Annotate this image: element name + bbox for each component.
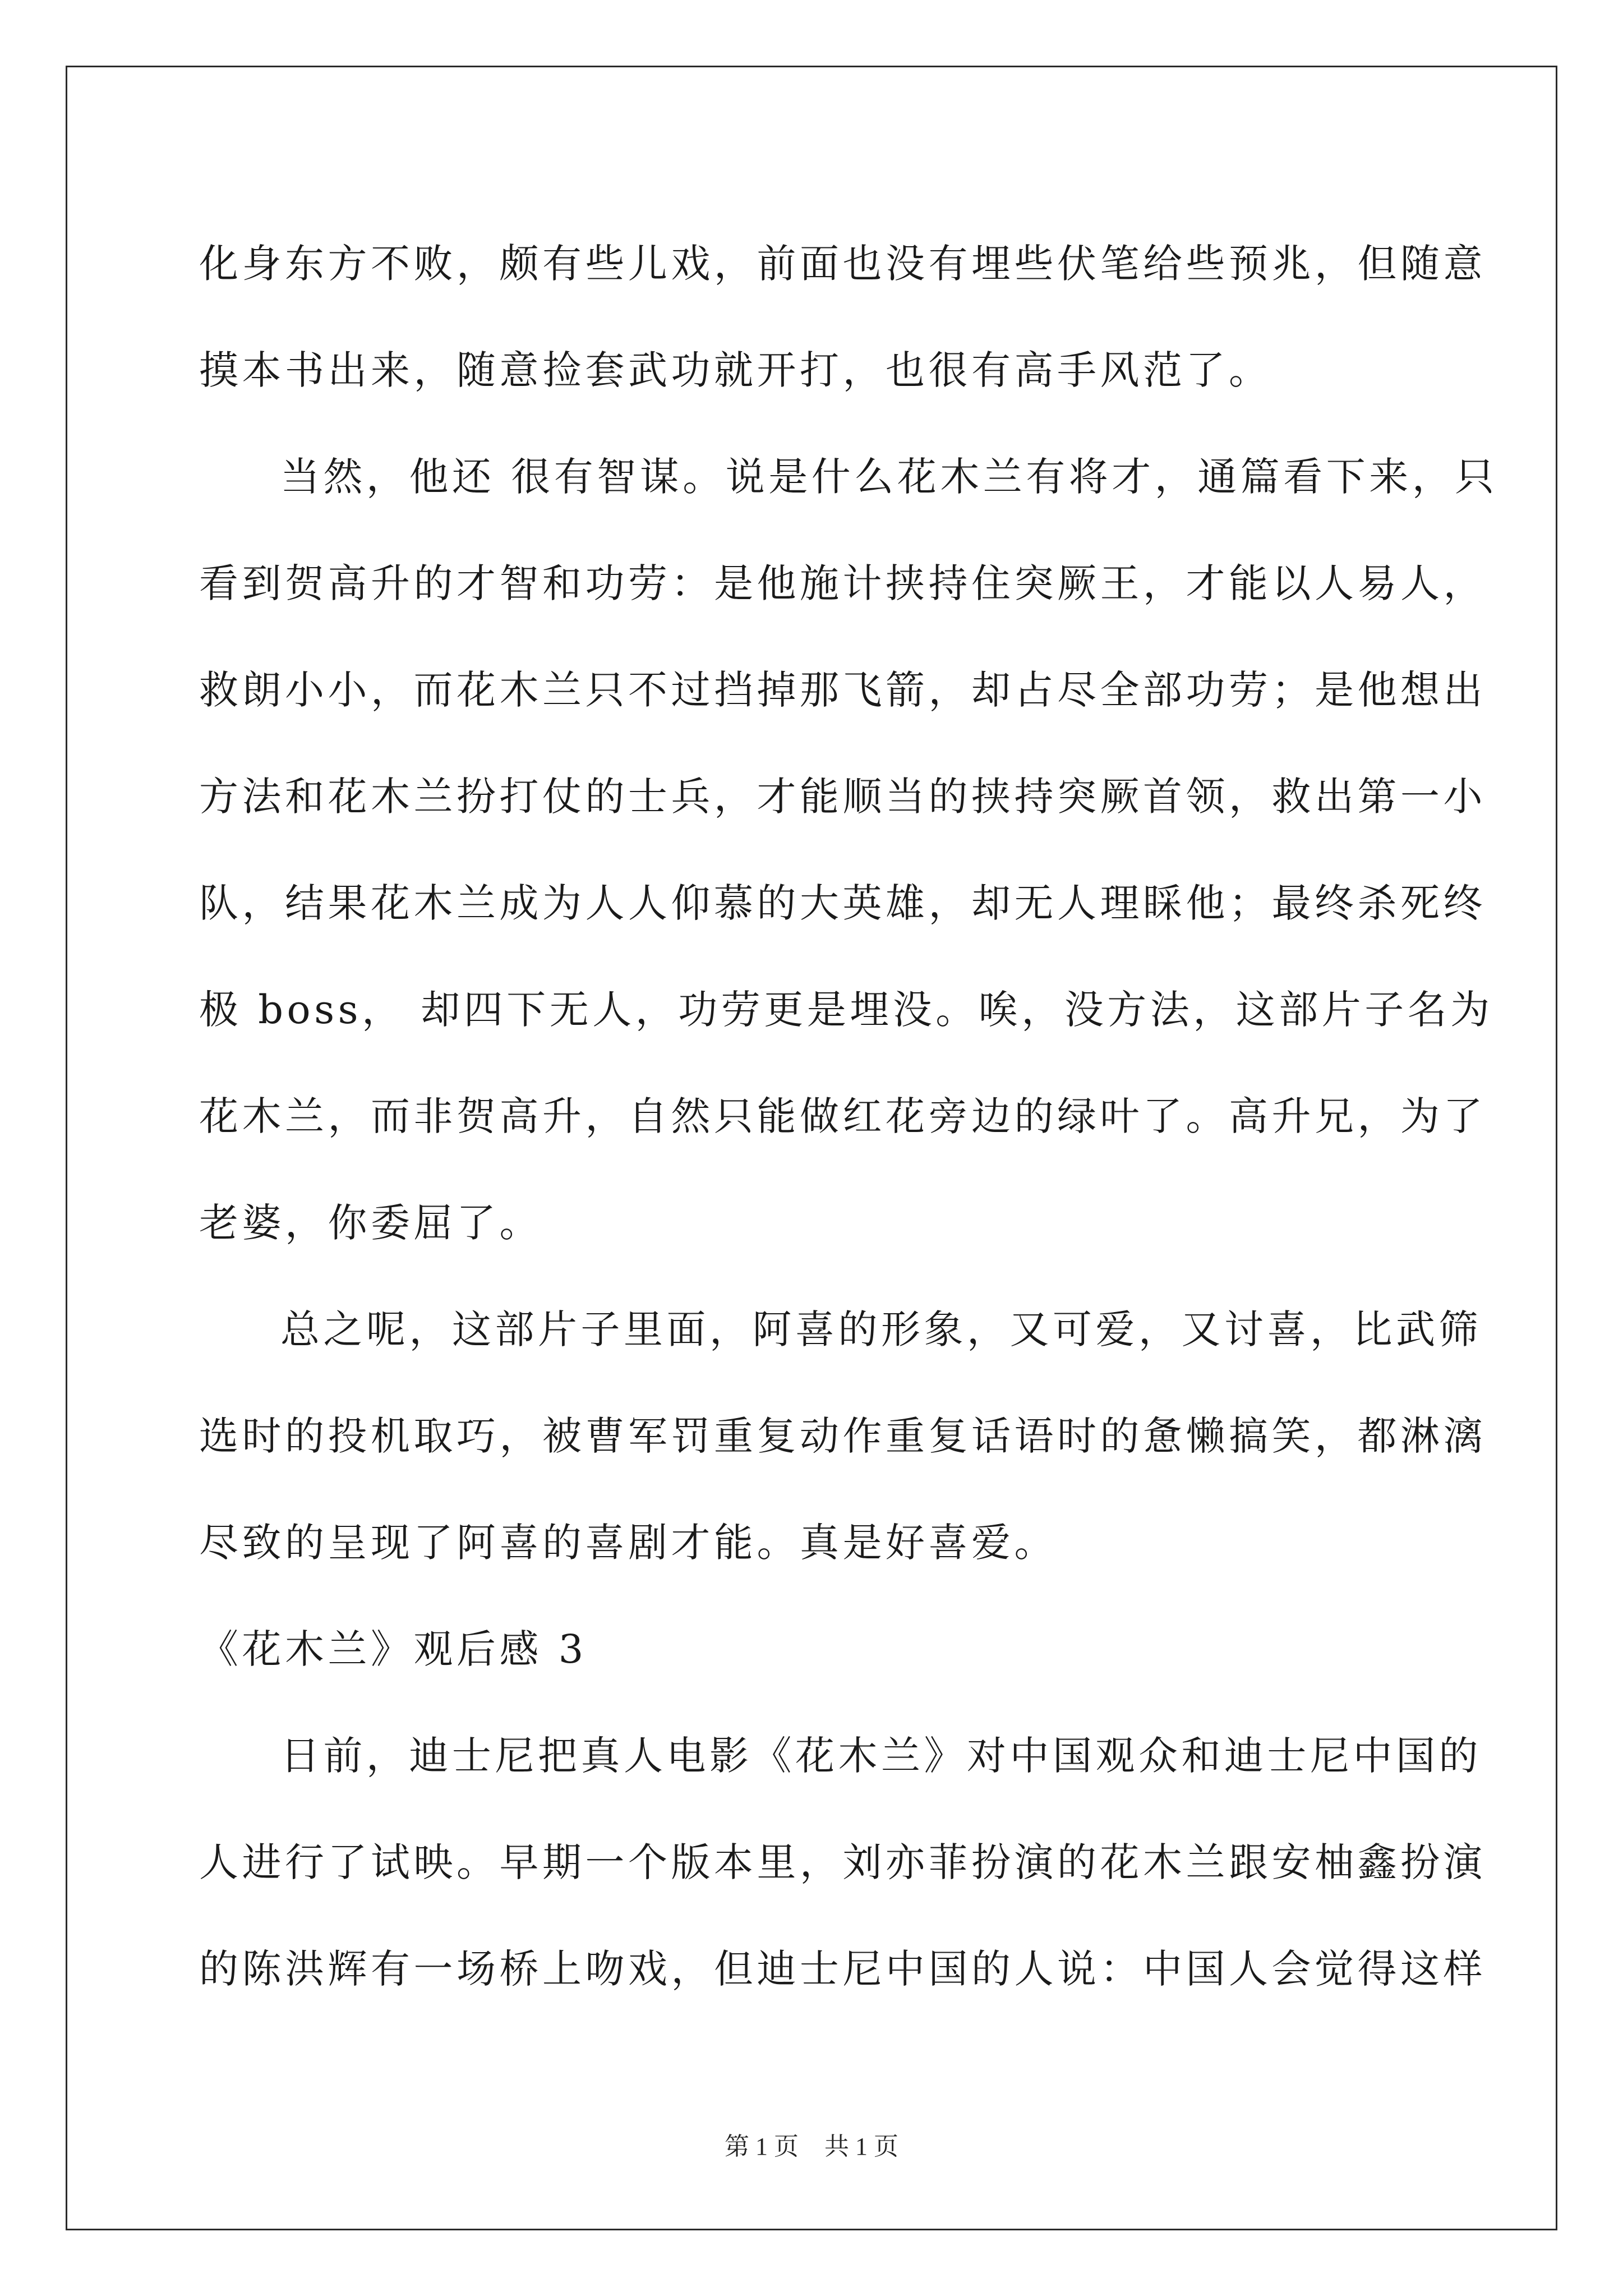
- text-line: 极 boss， 却四下无人，功劳更是埋没。唉，没方法，这部片子名为: [199, 987, 1493, 1033]
- text-line: 日前，迪士尼把真人电影《花木兰》对中国观众和迪士尼中国的: [280, 1733, 1482, 1779]
- document-body: [199, 210, 1498, 2022]
- text-line: 花木兰，而非贺高升，自然只能做红花旁边的绿叶了。高升兄，为了: [199, 1093, 1486, 1139]
- text-line: 选时的投机取巧，被曹军罚重复动作重复话语时的惫懒搞笑，都淋漓: [199, 1413, 1486, 1459]
- text-line: 队，结果花木兰成为人人仰慕的大英雄，却无人理睬他；最终杀死终: [199, 880, 1486, 926]
- page-footer: [0, 2130, 1623, 2164]
- page-number-current: 第 1 页: [725, 2133, 799, 2160]
- text-line: 总之呢，这部片子里面，阿喜的形象，又可爱，又讨喜，比武筛: [280, 1306, 1482, 1352]
- text-line: 的陈洪辉有一场桥上吻戏，但迪士尼中国的人说：中国人会觉得这样: [199, 1946, 1486, 1992]
- text-line: 救朗小小，而花木兰只不过挡掉那飞箭，却占尽全部功劳；是他想出: [199, 667, 1486, 713]
- text-line: 化身东方不败，颇有些儿戏，前面也没有埋些伏笔给些预兆，但随意: [199, 241, 1486, 287]
- section-heading: 《花木兰》观后感 3: [199, 1626, 587, 1672]
- text-line: 摸本书出来，随意捡套武功就开打，也很有高手风范了。: [199, 347, 1272, 393]
- text-line: 人进行了试映。早期一个版本里，刘亦菲扮演的花木兰跟安柚鑫扮演: [199, 1839, 1486, 1885]
- text-line: 当然，他还 很有智谋。说是什么花木兰有将才，通篇看下来，只: [280, 454, 1498, 500]
- page-number-total: 共 1 页: [824, 2133, 898, 2160]
- text-line: 方法和花木兰扮打仗的士兵，才能顺当的挟持突厥首领，救出第一小: [199, 774, 1486, 820]
- text-line: 尽致的呈现了阿喜的喜剧才能。真是好喜爱。: [199, 1520, 1057, 1566]
- text-line: 老婆，你委屈了。: [199, 1200, 542, 1246]
- text-line: 看到贺高升的才智和功劳：是他施计挟持住突厥王，才能以人易人，: [199, 560, 1486, 606]
